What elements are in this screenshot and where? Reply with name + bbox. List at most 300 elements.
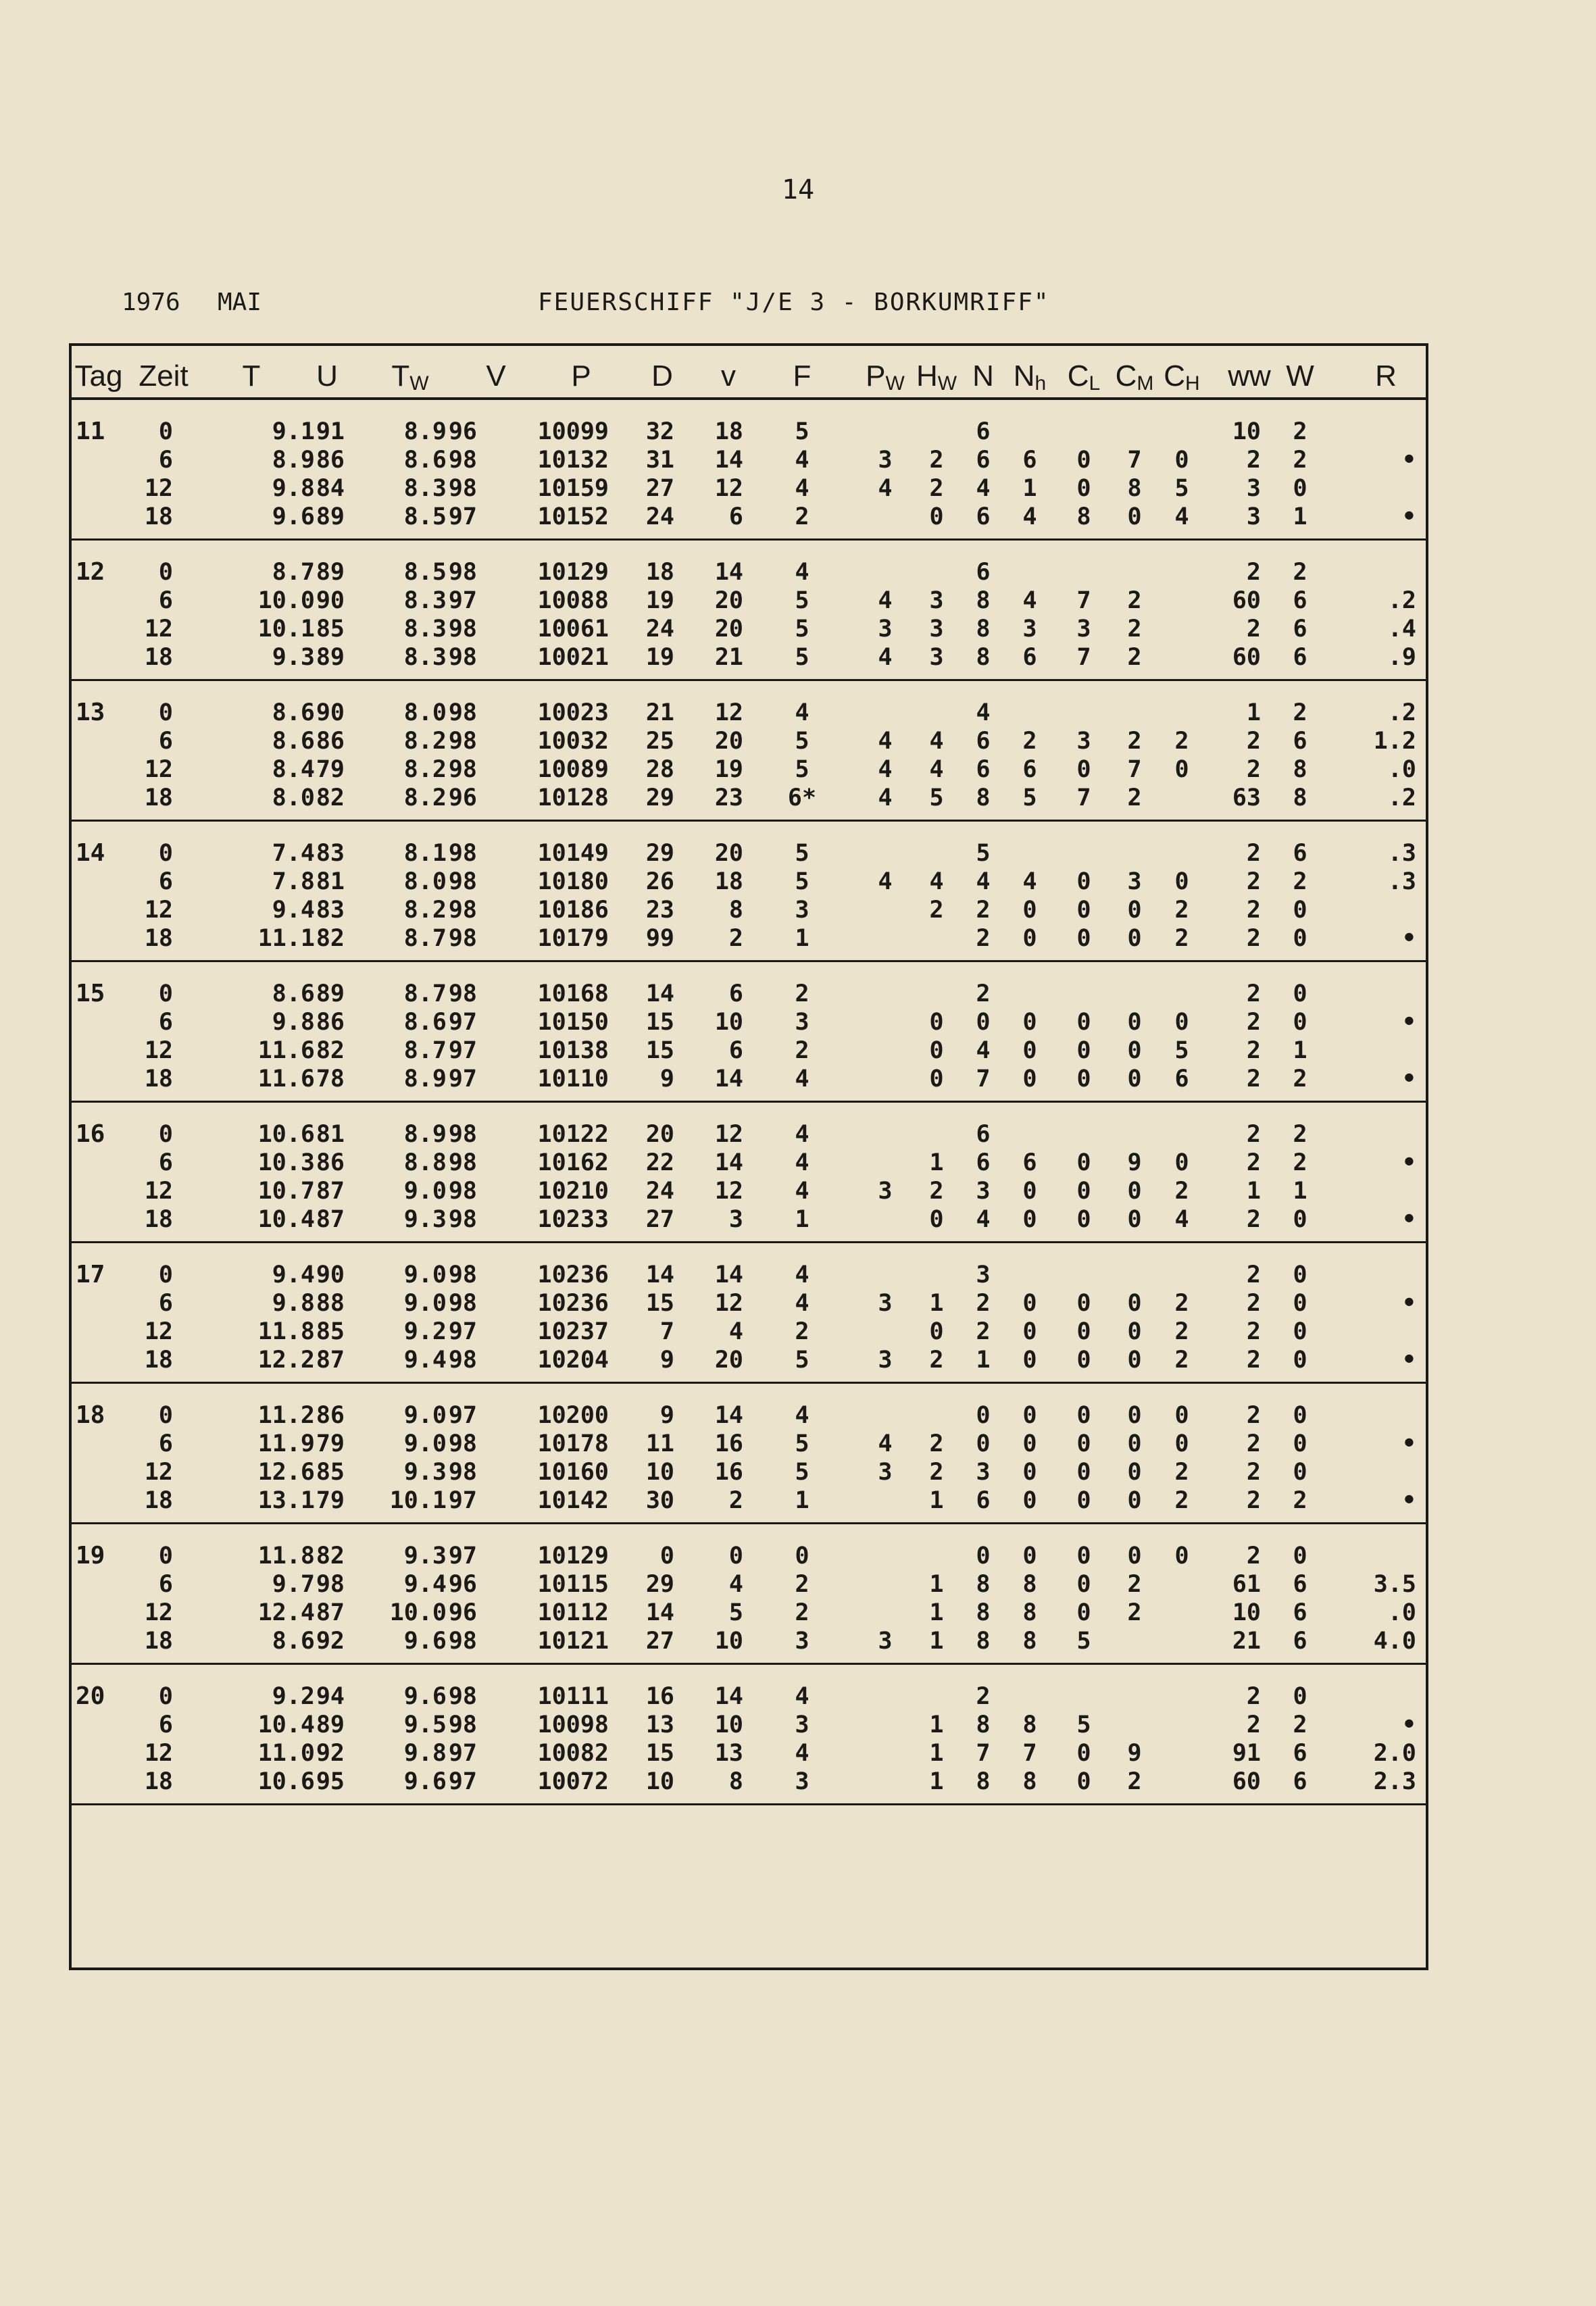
cell-t: 9.8 xyxy=(272,475,315,502)
cell-nh: 4 xyxy=(1022,503,1037,530)
cell-f: 2 xyxy=(795,1037,809,1064)
cell-v: 96 xyxy=(448,1571,477,1598)
cell-w: 0 xyxy=(1293,1402,1307,1429)
cell-tw: 8.6 xyxy=(403,447,447,474)
cell-t: 8.6 xyxy=(272,728,315,755)
cell-nh: 8 xyxy=(1022,1768,1037,1795)
cell-u: 84 xyxy=(316,475,345,502)
cell-nh: 8 xyxy=(1022,1599,1037,1626)
cell-d: 9 xyxy=(659,1347,674,1374)
table-row xyxy=(72,1739,1426,1768)
cell-ch: 2 xyxy=(1174,925,1189,952)
cell-u: 89 xyxy=(316,559,345,586)
cell-ch: 2 xyxy=(1174,1487,1189,1514)
page-number: 14 xyxy=(781,174,815,205)
cell-tw: 8.8 xyxy=(403,1149,447,1176)
cell-hw: 5 xyxy=(929,784,944,811)
cell-nh: 0 xyxy=(1022,897,1037,924)
cell-ww: 91 xyxy=(1232,1740,1261,1767)
cell-w: 6 xyxy=(1293,1740,1307,1767)
day-label: 14 xyxy=(76,839,105,867)
cell-d: 24 xyxy=(645,503,674,530)
cell-p: 10023 xyxy=(537,699,609,726)
cell-cl: 0 xyxy=(1076,1290,1091,1317)
cell-t: 9.6 xyxy=(272,503,315,530)
cell-d: 16 xyxy=(645,1683,674,1710)
cell-d: 20 xyxy=(645,1121,674,1148)
cell-v: 12 xyxy=(714,475,743,502)
cell-v: 18 xyxy=(714,868,743,895)
day-block-14 xyxy=(72,822,1426,962)
cell-ww: 61 xyxy=(1232,1571,1261,1598)
cell-t: 7.4 xyxy=(272,840,315,867)
cell-cl: 0 xyxy=(1076,1571,1091,1598)
cell-w: 0 xyxy=(1293,1206,1307,1233)
cell-t: 11.2 xyxy=(257,1402,315,1429)
cell-p: 10072 xyxy=(537,1768,609,1795)
cell-p: 10162 xyxy=(537,1149,609,1176)
cell-v: 97 xyxy=(448,1037,477,1064)
cell-u: 87 xyxy=(316,1206,345,1233)
cell-u: 79 xyxy=(316,1487,345,1514)
cell-v: 3 xyxy=(728,1206,743,1233)
cell-cm: 3 xyxy=(1127,868,1142,895)
cell-t: 9.4 xyxy=(272,1261,315,1288)
cell-u: 83 xyxy=(316,840,345,867)
cell-zeit: 18 xyxy=(144,1066,173,1093)
cell-v: 8 xyxy=(728,897,743,924)
cell-hw: 2 xyxy=(929,475,944,502)
cell-v: 97 xyxy=(448,587,477,614)
day-block-11 xyxy=(72,400,1426,541)
cell-w: 0 xyxy=(1293,1347,1307,1374)
cell-cm: 7 xyxy=(1127,447,1142,474)
cell-ww: 60 xyxy=(1232,644,1261,671)
day-block-20 xyxy=(72,1665,1426,1805)
cell-v: 98 xyxy=(448,840,477,867)
day-label: 18 xyxy=(76,1401,105,1429)
cell-n: 3 xyxy=(976,1261,991,1288)
cell-pw: 4 xyxy=(878,587,893,614)
cell-pw: 4 xyxy=(878,756,893,783)
cell-zeit: 6 xyxy=(158,868,173,895)
cell-hw: 1 xyxy=(929,1571,944,1598)
cell-nh: 0 xyxy=(1022,925,1037,952)
cell-cl: 3 xyxy=(1076,616,1091,643)
cell-f: 4 xyxy=(795,1683,809,1710)
cell-n: 8 xyxy=(976,1768,991,1795)
cell-u: 86 xyxy=(316,728,345,755)
cell-u: 91 xyxy=(316,418,345,445)
cell-cm: 2 xyxy=(1127,728,1142,755)
cell-n: 3 xyxy=(976,1178,991,1205)
table-row xyxy=(72,1627,1426,1655)
cell-f: 5 xyxy=(795,616,809,643)
cell-zeit: 12 xyxy=(144,616,173,643)
cell-n: 8 xyxy=(976,1599,991,1626)
cell-cl: 5 xyxy=(1076,1628,1091,1655)
cell-p: 10179 xyxy=(537,925,609,952)
cell-ww: 2 xyxy=(1246,1290,1261,1317)
cell-f: 3 xyxy=(795,1768,809,1795)
cell-t: 9.8 xyxy=(272,1009,315,1036)
cell-p: 10021 xyxy=(537,644,609,671)
cell-hw: 0 xyxy=(929,503,944,530)
cell-p: 10200 xyxy=(537,1402,609,1429)
cell-p: 10128 xyxy=(537,784,609,811)
cell-nh: 6 xyxy=(1022,1149,1037,1176)
cell-n: 4 xyxy=(976,699,991,726)
cell-ww: 2 xyxy=(1246,1459,1261,1486)
cell-t: 8.9 xyxy=(272,447,315,474)
cell-cl: 0 xyxy=(1076,1459,1091,1486)
cell-f: 5 xyxy=(795,840,809,867)
cell-w: 2 xyxy=(1293,1487,1307,1514)
cell-zeit: 12 xyxy=(144,1599,173,1626)
cell-cm: 0 xyxy=(1127,1402,1142,1429)
cell-cm: 7 xyxy=(1127,756,1142,783)
cell-r: • xyxy=(1401,1149,1416,1176)
cell-u: 89 xyxy=(316,980,345,1007)
cell-f: 2 xyxy=(795,1571,809,1598)
cell-w: 2 xyxy=(1293,868,1307,895)
cell-p: 10233 xyxy=(537,1206,609,1233)
cell-v: 4 xyxy=(728,1571,743,1598)
day-label: 19 xyxy=(76,1542,105,1570)
cell-nh: 8 xyxy=(1022,1628,1037,1655)
cell-t: 11.0 xyxy=(257,1740,315,1767)
cell-u: 85 xyxy=(316,616,345,643)
day-label: 11 xyxy=(76,418,105,445)
cell-zeit: 6 xyxy=(158,1009,173,1036)
cell-ch: 5 xyxy=(1174,475,1189,502)
cell-hw: 1 xyxy=(929,1628,944,1655)
cell-tw: 8.6 xyxy=(403,1009,447,1036)
table-row xyxy=(72,1768,1426,1796)
table-row xyxy=(72,755,1426,784)
cell-nh: 6 xyxy=(1022,644,1037,671)
cell-cl: 0 xyxy=(1076,1599,1091,1626)
cell-cm: 0 xyxy=(1127,1543,1142,1570)
cell-n: 8 xyxy=(976,1711,991,1738)
cell-n: 4 xyxy=(976,475,991,502)
cell-ww: 2 xyxy=(1246,868,1261,895)
cell-v: 96 xyxy=(448,1599,477,1626)
cell-v: 98 xyxy=(448,559,477,586)
day-block-16 xyxy=(72,1103,1426,1243)
cell-tw: 9.0 xyxy=(403,1261,447,1288)
cell-ww: 2 xyxy=(1246,1487,1261,1514)
cell-tw: 9.8 xyxy=(403,1740,447,1767)
cell-d: 15 xyxy=(645,1290,674,1317)
cell-nh: 1 xyxy=(1022,475,1037,502)
cell-cm: 0 xyxy=(1127,503,1142,530)
cell-v: 14 xyxy=(714,1261,743,1288)
cell-v: 20 xyxy=(714,840,743,867)
cell-d: 29 xyxy=(645,840,674,867)
cell-hw: 4 xyxy=(929,756,944,783)
cell-nh: 3 xyxy=(1022,616,1037,643)
cell-f: 3 xyxy=(795,1009,809,1036)
table-row xyxy=(72,1318,1426,1346)
cell-ch: 2 xyxy=(1174,1290,1189,1317)
cell-f: 5 xyxy=(795,1347,809,1374)
cell-p: 10186 xyxy=(537,897,609,924)
cell-cl: 7 xyxy=(1076,644,1091,671)
cell-r: • xyxy=(1401,503,1416,530)
cell-v: 98 xyxy=(448,1683,477,1710)
cell-t: 10.4 xyxy=(257,1206,315,1233)
day-label: 12 xyxy=(76,558,105,586)
cell-tw: 8.0 xyxy=(403,699,447,726)
cell-ch: 0 xyxy=(1174,1149,1189,1176)
cell-t: 9.4 xyxy=(272,897,315,924)
cell-v: 12 xyxy=(714,1290,743,1317)
table-row xyxy=(72,784,1426,812)
cell-zeit: 0 xyxy=(158,840,173,867)
cell-w: 6 xyxy=(1293,840,1307,867)
cell-w: 1 xyxy=(1293,1037,1307,1064)
cell-d: 27 xyxy=(645,1206,674,1233)
cell-v: 12 xyxy=(714,1178,743,1205)
cell-w: 0 xyxy=(1293,1430,1307,1457)
cell-hw: 0 xyxy=(929,1066,944,1093)
cell-cm: 0 xyxy=(1127,1178,1142,1205)
cell-w: 2 xyxy=(1293,1121,1307,1148)
cell-cm: 2 xyxy=(1127,1571,1142,1598)
cell-cl: 0 xyxy=(1076,1768,1091,1795)
cell-v: 96 xyxy=(448,418,477,445)
cell-r: .0 xyxy=(1387,1599,1416,1626)
cell-f: 5 xyxy=(795,418,809,445)
cell-pw: 4 xyxy=(878,728,893,755)
cell-w: 1 xyxy=(1293,503,1307,530)
cell-v: 98 xyxy=(448,699,477,726)
header-month: MAI xyxy=(218,289,262,316)
column-header-cm: $C_M$ xyxy=(1115,359,1154,395)
cell-u: 98 xyxy=(316,1571,345,1598)
cell-u: 82 xyxy=(316,1543,345,1570)
cell-hw: 0 xyxy=(929,1318,944,1345)
cell-v: 16 xyxy=(714,1430,743,1457)
cell-d: 14 xyxy=(645,980,674,1007)
cell-d: 27 xyxy=(645,475,674,502)
cell-d: 28 xyxy=(645,756,674,783)
cell-hw: 2 xyxy=(929,1459,944,1486)
cell-v: 98 xyxy=(448,868,477,895)
cell-tw: 9.0 xyxy=(403,1178,447,1205)
cell-v: 96 xyxy=(448,784,477,811)
cell-w: 6 xyxy=(1293,1571,1307,1598)
column-header-w: W xyxy=(1286,359,1314,393)
cell-ww: 2 xyxy=(1246,1402,1261,1429)
cell-u: 86 xyxy=(316,1149,345,1176)
cell-tw: 9.6 xyxy=(403,1628,447,1655)
cell-d: 15 xyxy=(645,1009,674,1036)
cell-ch: 5 xyxy=(1174,1037,1189,1064)
cell-v: 20 xyxy=(714,587,743,614)
cell-cl: 0 xyxy=(1076,1740,1091,1767)
cell-d: 29 xyxy=(645,784,674,811)
cell-p: 10138 xyxy=(537,1037,609,1064)
cell-hw: 1 xyxy=(929,1487,944,1514)
cell-t: 8.4 xyxy=(272,756,315,783)
cell-ww: 1 xyxy=(1246,699,1261,726)
cell-pw: 3 xyxy=(878,1347,893,1374)
cell-nh: 8 xyxy=(1022,1711,1037,1738)
cell-f: 5 xyxy=(795,644,809,671)
cell-hw: 2 xyxy=(929,1347,944,1374)
cell-u: 87 xyxy=(316,1178,345,1205)
day-label: 16 xyxy=(76,1120,105,1148)
cell-r: 4.0 xyxy=(1373,1628,1416,1655)
table-header xyxy=(72,346,1426,400)
cell-p: 10160 xyxy=(537,1459,609,1486)
cell-pw: 4 xyxy=(878,475,893,502)
cell-cl: 0 xyxy=(1076,1430,1091,1457)
column-header-v: V xyxy=(486,359,506,393)
cell-r: • xyxy=(1401,1290,1416,1317)
cell-ww: 2 xyxy=(1246,728,1261,755)
cell-hw: 1 xyxy=(929,1740,944,1767)
cell-f: 4 xyxy=(795,1149,809,1176)
cell-p: 10152 xyxy=(537,503,609,530)
cell-d: 99 xyxy=(645,925,674,952)
cell-v: 21 xyxy=(714,644,743,671)
cell-t: 10.1 xyxy=(257,616,315,643)
cell-t: 9.2 xyxy=(272,1683,315,1710)
cell-n: 6 xyxy=(976,503,991,530)
cell-tw: 8.3 xyxy=(403,644,447,671)
cell-v: 13 xyxy=(714,1740,743,1767)
cell-w: 6 xyxy=(1293,1768,1307,1795)
cell-f: 2 xyxy=(795,503,809,530)
table-row xyxy=(72,1065,1426,1093)
cell-f: 3 xyxy=(795,1628,809,1655)
cell-w: 0 xyxy=(1293,1290,1307,1317)
cell-v: 98 xyxy=(448,925,477,952)
cell-w: 0 xyxy=(1293,897,1307,924)
cell-u: 95 xyxy=(316,1768,345,1795)
cell-hw: 3 xyxy=(929,644,944,671)
cell-ww: 2 xyxy=(1246,1149,1261,1176)
cell-nh: 4 xyxy=(1022,587,1037,614)
day-block-13 xyxy=(72,681,1426,822)
cell-u: 89 xyxy=(316,644,345,671)
cell-t: 8.7 xyxy=(272,559,315,586)
cell-zeit: 6 xyxy=(158,1430,173,1457)
table-row xyxy=(72,896,1426,924)
cell-pw: 4 xyxy=(878,868,893,895)
cell-r: .2 xyxy=(1387,784,1416,811)
cell-u: 92 xyxy=(316,1740,345,1767)
cell-d: 13 xyxy=(645,1711,674,1738)
cell-f: 4 xyxy=(795,447,809,474)
cell-n: 6 xyxy=(976,418,991,445)
cell-cl: 0 xyxy=(1076,1543,1091,1570)
cell-v: 14 xyxy=(714,1149,743,1176)
cell-ww: 2 xyxy=(1246,1206,1261,1233)
cell-p: 10129 xyxy=(537,559,609,586)
cell-w: 2 xyxy=(1293,699,1307,726)
cell-v: 14 xyxy=(714,1066,743,1093)
cell-cm: 0 xyxy=(1127,1009,1142,1036)
cell-w: 0 xyxy=(1293,1459,1307,1486)
cell-ww: 2 xyxy=(1246,1711,1261,1738)
cell-nh: 0 xyxy=(1022,1487,1037,1514)
cell-w: 6 xyxy=(1293,616,1307,643)
cell-cl: 0 xyxy=(1076,1206,1091,1233)
cell-f: 2 xyxy=(795,1318,809,1345)
cell-v: 2 xyxy=(728,925,743,952)
cell-tw: 8.7 xyxy=(403,980,447,1007)
cell-f: 4 xyxy=(795,1402,809,1429)
cell-zeit: 18 xyxy=(144,784,173,811)
cell-cm: 0 xyxy=(1127,1347,1142,1374)
cell-tw: 10.0 xyxy=(389,1599,447,1626)
cell-d: 0 xyxy=(659,1543,674,1570)
cell-tw: 9.6 xyxy=(403,1683,447,1710)
cell-v: 5 xyxy=(728,1599,743,1626)
cell-cl: 0 xyxy=(1076,1487,1091,1514)
cell-zeit: 6 xyxy=(158,447,173,474)
cell-p: 10122 xyxy=(537,1121,609,1148)
cell-r: .0 xyxy=(1387,756,1416,783)
cell-v: 20 xyxy=(714,728,743,755)
cell-cl: 0 xyxy=(1076,1009,1091,1036)
cell-nh: 0 xyxy=(1022,1066,1037,1093)
cell-ch: 0 xyxy=(1174,1009,1189,1036)
cell-v: 10 xyxy=(714,1009,743,1036)
table-row xyxy=(72,586,1426,615)
cell-d: 31 xyxy=(645,447,674,474)
header-station: FEUERSCHIFF "J/E 3 - BORKUMRIFF" xyxy=(538,289,1050,316)
cell-zeit: 18 xyxy=(144,1487,173,1514)
cell-zeit: 18 xyxy=(144,1206,173,1233)
cell-cm: 0 xyxy=(1127,897,1142,924)
cell-cm: 0 xyxy=(1127,1430,1142,1457)
cell-p: 10099 xyxy=(537,418,609,445)
day-block-17 xyxy=(72,1243,1426,1384)
cell-cl: 7 xyxy=(1076,587,1091,614)
cell-zeit: 12 xyxy=(144,897,173,924)
cell-u: 87 xyxy=(316,1599,345,1626)
day-label: 13 xyxy=(76,699,105,726)
cell-cm: 8 xyxy=(1127,475,1142,502)
cell-v: 97 xyxy=(448,1402,477,1429)
cell-zeit: 12 xyxy=(144,1037,173,1064)
cell-w: 2 xyxy=(1293,447,1307,474)
cell-u: 94 xyxy=(316,1683,345,1710)
cell-t: 10.6 xyxy=(257,1121,315,1148)
cell-v: 98 xyxy=(448,1459,477,1486)
cell-v: 98 xyxy=(448,475,477,502)
cell-w: 2 xyxy=(1293,1711,1307,1738)
cell-zeit: 6 xyxy=(158,1571,173,1598)
cell-zeit: 0 xyxy=(158,1261,173,1288)
cell-v: 97 xyxy=(448,1768,477,1795)
cell-v: 4 xyxy=(728,1318,743,1345)
cell-d: 22 xyxy=(645,1149,674,1176)
cell-f: 4 xyxy=(795,1066,809,1093)
cell-cm: 9 xyxy=(1127,1149,1142,1176)
cell-f: 4 xyxy=(795,1178,809,1205)
cell-ww: 21 xyxy=(1232,1628,1261,1655)
cell-u: 81 xyxy=(316,868,345,895)
cell-t: 8.6 xyxy=(272,1628,315,1655)
cell-zeit: 18 xyxy=(144,1347,173,1374)
table-row xyxy=(72,1036,1426,1065)
